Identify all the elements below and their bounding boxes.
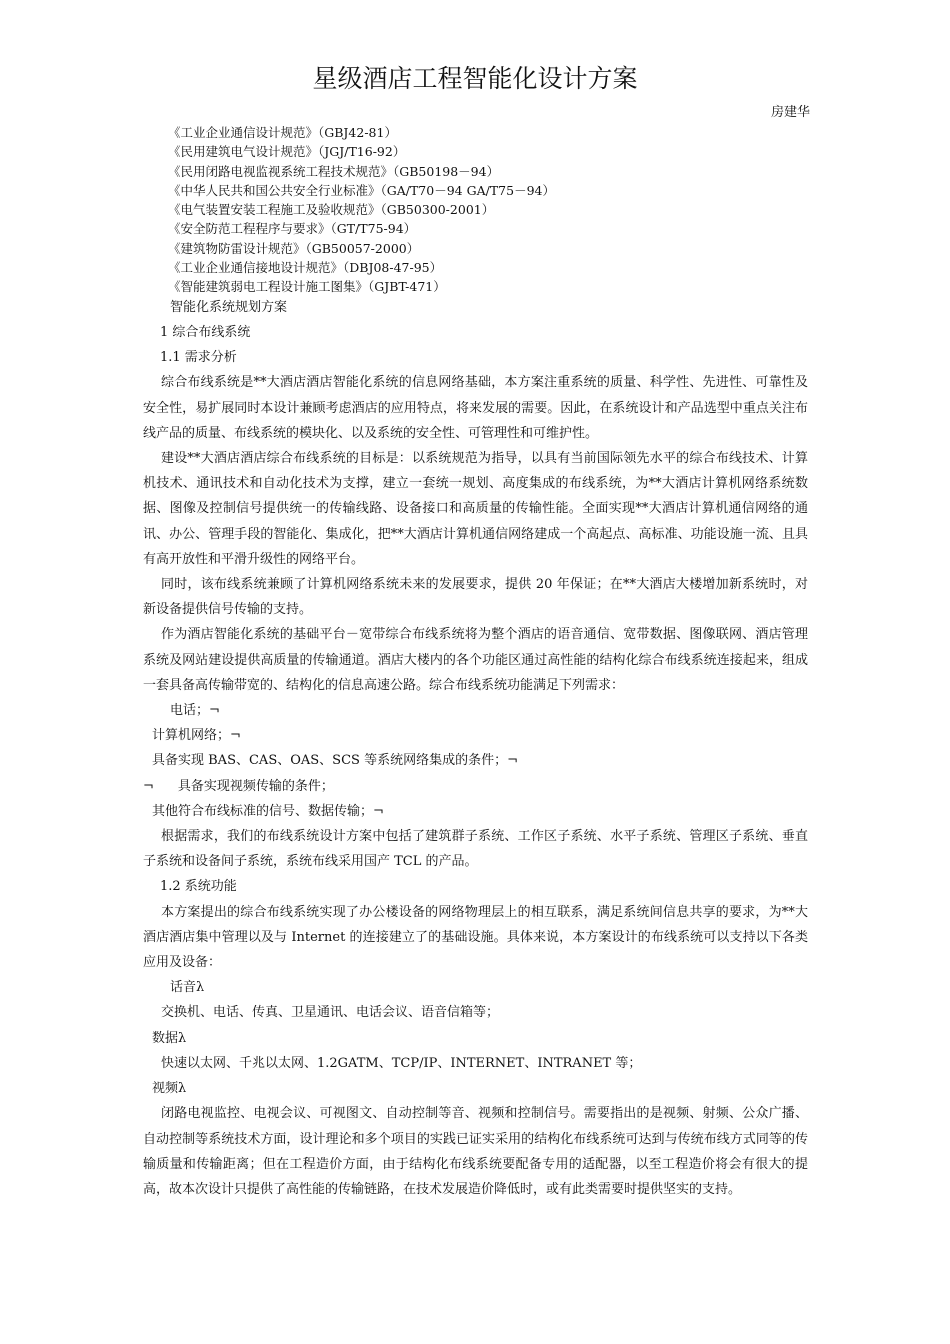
reference-item: 《建筑物防雷设计规范》（GB50057-2000） <box>168 240 420 256</box>
paragraph: 综合布线系统是**大酒店酒店智能化系统的信息网络基础，本方案注重系统的质量、科学性、先进性、可靠性及安全性，易扩展同时本设计兼顾考虑酒店的应用特点，将来发展的需要。因此，在系统设计和产品选型中重点关注布线产品的质量、布线系统的模块化、以及系统的安全性、可管理性和可维护性。 <box>143 375 808 441</box>
reference-item: 《电气装置安装工程施工及验收规范》（GB50300-2001） <box>168 202 495 218</box>
reference-item: 《安全防范工程程序与要求》（GT/T75-94） <box>168 221 417 237</box>
paragraph: 作为酒店智能化系统的基础平台－宽带综合布线系统将为整个酒店的语音通信、宽带数据、图像联网、酒店管理系统及网站建设提供高质量的传输通道。酒店大楼内的各个功能区通过高性能的结构化综合布线系统连接起来，组成一套具备高传输带宽的、结构化的信息高速公路。综合布线系统功能满足下列需求： <box>143 627 808 693</box>
requirement-text: 具备实现视频传输的条件； <box>177 778 334 794</box>
paragraph: 根据需求，我们的布线系统设计方案中包括了建筑群子系统、工作区子系统、水平子系统、管理区子系统、垂直子系统和设备间子系统，系统布线采用国产 TCL 的产品。 <box>143 829 808 870</box>
application-description: 闭路电视监控、电视会议、可视图文、自动控制等音、视频和控制信号。需要指出的是视频、射频、公众广播、自动控制等系统技术方面，设计理论和多个项目的实践已证实采用的结构化布线系统可达到与传统布线方式同等的传输质量和传输距离；但在工程造价方面，由于结构化布线系统要配备专用的适配器，以至工程造价将会有很大的提高，故本次设计只提供了高性能的传输链路，在技术发展造价降低时，或有此类需要时提供坚实的支持。 <box>143 1106 808 1197</box>
section-heading: 1 综合布线系统 <box>160 325 251 340</box>
application-label: 话音λ <box>170 980 205 996</box>
reference-list <box>168 123 555 297</box>
reference-item: 《民用闭路电视监视系统工程技术规范》（GB50198－94） <box>168 163 500 179</box>
requirement-item: 其他符合布线标准的信号、数据传输；¬ <box>152 803 384 819</box>
reference-item: 《民用建筑电气设计规范》（JGJ/T16-92） <box>168 144 406 160</box>
reference-item: 《智能建筑弱电工程设计施工图集》（GJBT-471） <box>168 279 446 295</box>
reference-item: 《中华人民共和国公共安全行业标准》（GA/T70－94 GA/T75－94） <box>168 182 555 198</box>
subsection-heading: 1.2 系统功能 <box>160 879 237 895</box>
application-label: 视频λ <box>152 1081 187 1097</box>
requirement-item: 计算机网络；¬ <box>152 728 241 744</box>
reference-item: 《工业企业通信接地设计规范》（DBJ08-47-95） <box>168 260 443 276</box>
subsection-heading: 1.1 需求分析 <box>160 350 237 366</box>
author-name: 房建华 <box>770 105 810 120</box>
paragraph: 同时，该布线系统兼顾了计算机网络系统未来的发展要求，提供 20 年保证；在**大酒店大楼增加新系统时，对新设备提供信号传输的支持。 <box>143 577 808 618</box>
reference-item: 《工业企业通信设计规范》（GBJ42-81） <box>168 125 397 140</box>
application-description: 快速以太网、千兆以太网、1.2GATM、TCP/IP、INTERNET、INTRANET 等； <box>161 1055 642 1071</box>
application-label: 数据λ <box>152 1030 187 1046</box>
application-description: 交换机、电话、传真、卫星通讯、电话会议、语音信箱等； <box>161 1005 500 1021</box>
plan-heading: 智能化系统规划方案 <box>170 300 288 315</box>
requirement-item: 具备实现 BAS、CAS、OAS、SCS 等系统网络集成的条件；¬ <box>152 753 518 769</box>
requirement-item <box>143 774 808 799</box>
paragraph: 建设**大酒店酒店综合布线系统的目标是：以系统规范为指导，以具有当前国际领先水平的综合布线技术、计算机技术、通讯技术和自动化技术为支撑，建立一套统一规划、高度集成的布线系统，为**大酒店计算机网络系统数据、图像及控制信号提供统一的传输线路、设备接口和高质量的传输性能。全面实现**大酒店计算机通信网络的通讯、办公、管理手段的智能化、集成化，把**大酒店计算机通信网络建成一个高起点、高标准、功能设施一流、且具有高开放性和平滑升级性的网络平台。 <box>143 451 808 567</box>
requirement-item: 电话；¬ <box>170 703 220 719</box>
list-marker: ¬ <box>143 778 154 794</box>
paragraph: 本方案提出的综合布线系统实现了办公楼设备的网络物理层上的相互联系，满足系统间信息共享的要求，为**大酒店酒店集中管理以及与 Internet 的连接建立了的基础设施。具体来说，本方案设计的布线系统可以支持以下各类应用及设备： <box>143 904 808 971</box>
document-body <box>143 320 808 1202</box>
document-title: 星级酒店工程智能化设计方案 <box>312 64 638 93</box>
